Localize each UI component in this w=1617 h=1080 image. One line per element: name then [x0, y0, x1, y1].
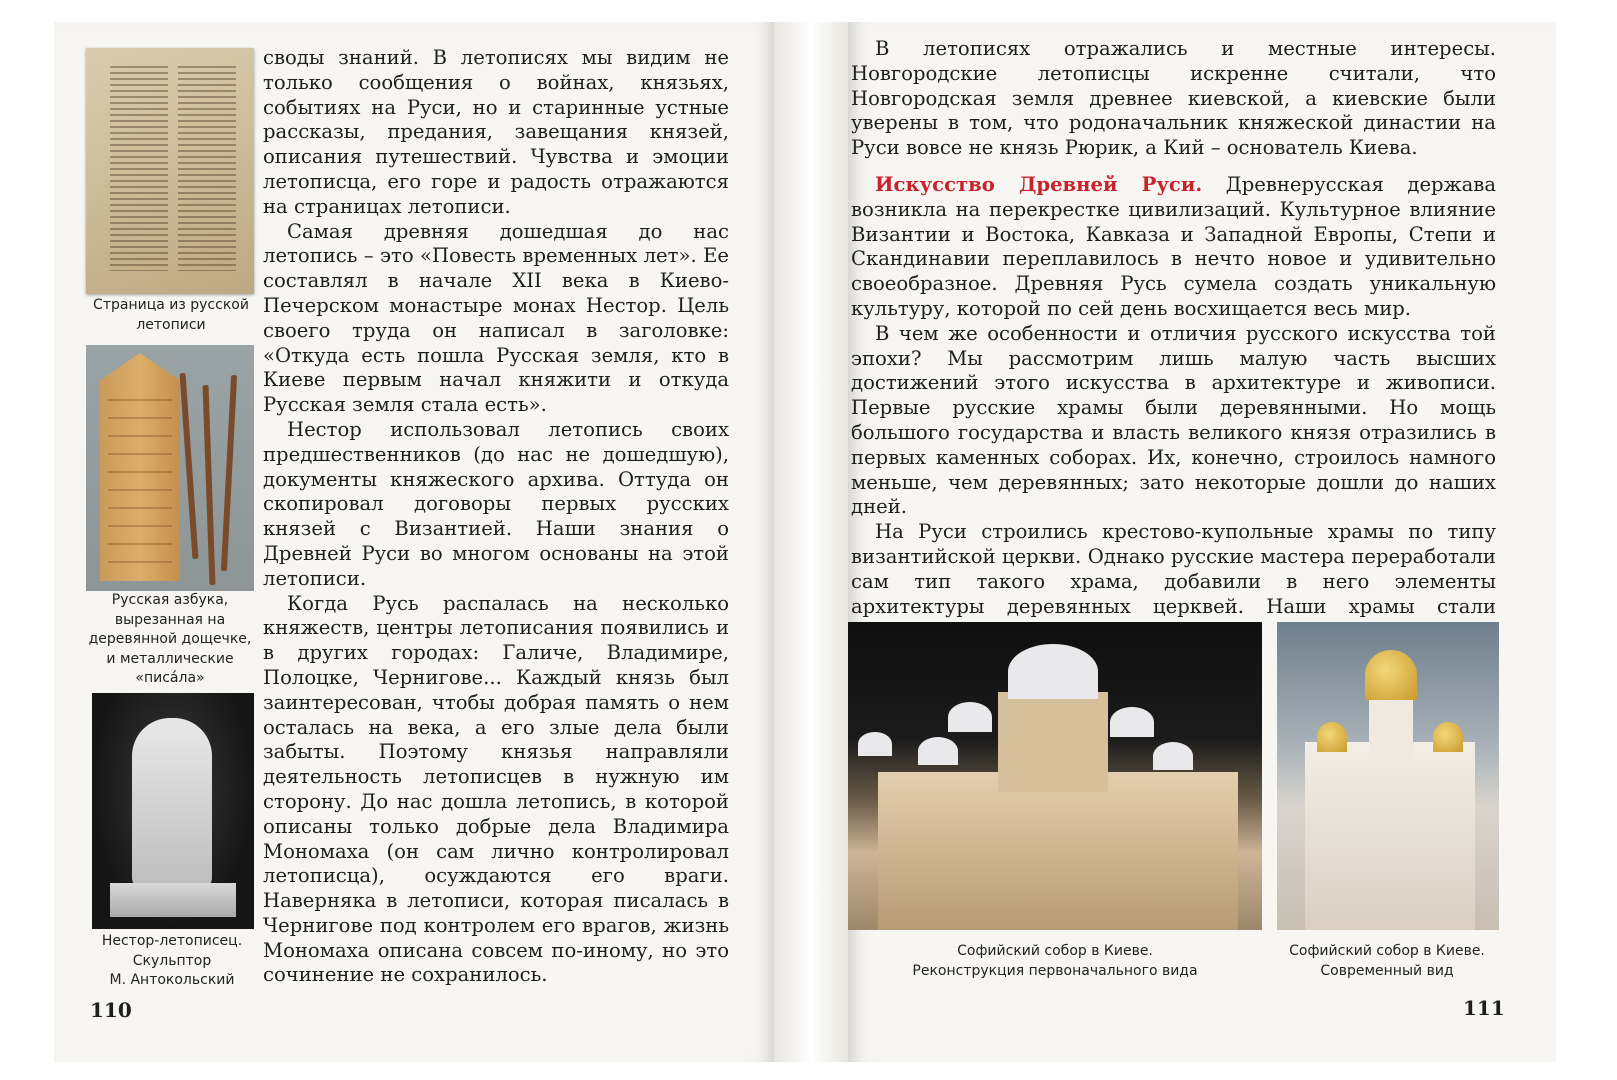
dome [948, 702, 992, 732]
wooden-alphabet-image [86, 345, 254, 591]
cathedral-walls [1305, 742, 1475, 930]
paragraph [851, 173, 1496, 322]
paragraph-text: На Руси строились крестово-купольные храмы по типу византийской церкви. Однако русские мастера переработали сам тип такого храма, добавили в него элементы архитектуры деревянных церквей. Наши храмы стали [851, 520, 1496, 618]
page-number-right: 111 [1463, 996, 1505, 1020]
golden-dome [1433, 722, 1463, 752]
section-heading: Искусство Древней Руси. [875, 172, 1203, 196]
central-drum [998, 692, 1108, 792]
stylus [221, 375, 237, 571]
paragraph-text: Древнерусская держава возникла на перекрестке цивилизаций. Культурное влияние Византии и Востока, Кавказа и Западной Европы, Степи и Скандинавии переплавилось в нечто новое и удивительно своеобразное. Древняя Русь сумела создать уникальную культуру, которой по сей день восхищается весь мир. [851, 172, 1496, 320]
caption-line: Софийский собор в Киеве. [957, 943, 1153, 959]
dome [918, 737, 958, 765]
statue-base [110, 883, 236, 917]
paragraph: Самая древняя дошедшая до нас летопись – это «Повесть временных лет». Ее составлял в начале XII века в Киево-Печерском монастыре монах Нестор. Цель своего труда он написал в заголовке: «Откуда есть пошла Русская земля, кто в Киеве первым начал княжити и откуда Русская земля стала есть». [263, 219, 729, 417]
alphabet-caption [80, 591, 260, 689]
caption-line: Софийский собор в Киеве. [1289, 943, 1485, 959]
wooden-board [100, 353, 180, 581]
stylus [180, 373, 199, 559]
caption-line: Скульптор [132, 952, 212, 969]
paragraph-text: В летописях отражались и местные интересы. Новгородские летописцы искренне считали, что Новгородская земля древнее киевской, а киевские были уверены в том, что родоначальник княжеской династии на Руси вовсе не князь Рюрик, а Кий – основатель Киева. [851, 37, 1496, 160]
sofia-model-caption [848, 942, 1262, 981]
caption-line: М. Антокольский [109, 972, 235, 988]
caption-line: летописи [136, 316, 206, 333]
caption-line: Русская азбука, [111, 592, 229, 608]
caption-line: и металлические [106, 650, 234, 667]
caption-line: деревянной дощечке, [88, 631, 252, 647]
book-gutter [774, 22, 848, 1062]
caption-line: Современный вид [1320, 962, 1454, 979]
paragraph [851, 37, 1496, 161]
sofia-cathedral-modern-image [1277, 622, 1499, 930]
caption-line: Нестор-летописец. [101, 933, 243, 949]
nestor-statue-image [92, 693, 254, 929]
cathedral-walls [878, 772, 1238, 930]
sofia-cathedral-model-image [848, 622, 1262, 930]
sofia-modern-caption [1272, 942, 1502, 981]
statue-figure [132, 718, 212, 888]
paragraph: своды знаний. В летописях мы видим не только сообщения о войнах, князьях, событиях на Руси, но и старинные устные рассказы, предания, завещания князей, описания путешествий. Чувства и эмоции летописца, его горе и радость отражаются на страницах летописи. [263, 46, 729, 218]
page-number-left: 110 [90, 998, 132, 1022]
dome [1153, 742, 1193, 770]
manuscript-caption [84, 296, 258, 335]
paragraph: Нестор использовал летопись своих предшественников (до нас не дошедшую), документы княжеского архива. Оттуда он скопировал договоры первых русских князей с Византией. Наши знания о Древней Руси во многом основаны на этой летописи. [263, 417, 729, 590]
left-page-body [263, 46, 729, 988]
statue-caption [86, 932, 258, 991]
caption-line: Реконструкция первоначального вида [912, 962, 1198, 979]
stylus [203, 385, 216, 585]
dome [1110, 707, 1154, 737]
manuscript-page-image [86, 48, 254, 294]
caption-line: «писа́ла» [135, 670, 205, 686]
caption-line: Страница из русской [93, 297, 249, 313]
dome [858, 732, 892, 756]
paragraph [851, 322, 1496, 520]
right-page-body [851, 37, 1496, 644]
central-drum [1369, 692, 1413, 762]
golden-dome [1365, 650, 1417, 700]
caption-line: вырезанная на [114, 611, 226, 628]
paragraph: Когда Русь распалась на несколько княжеств, центры летописания появились и в других городах: Галиче, Владимире, Полоцке, Чернигове... Каждый князь был заинтересован, чтобы добрая память о нем осталась на века, а его злые дела были забыты. Поэтому князья направляли деятельность летописцев в нужную им сторону. До нас дошла летопись, в которой описаны только добрые дела Владимира Мономаха (он сам лично контролировал летописца), осуждаются его враги. Наверняка в летописи, которая писалась в Чернигове под контролем его врагов, жизнь Мономаха описана совсем по-иному, но это сочинение не сохранилось. [263, 591, 729, 987]
central-dome [1008, 644, 1098, 699]
golden-dome [1317, 722, 1347, 752]
paragraph-text: В чем же особенности и отличия русского искусства той эпохи? Мы рассмотрим лишь малую часть высших достижений этого искусства в архитектуре и живописи. Первые русские храмы были деревянными. Но мощь большого государства и власть великого князя отразились в первых каменных соборах. Их, конечно, строилось намного меньше, чем деревянных; зато некоторые дошли до наших дней. [851, 321, 1496, 519]
